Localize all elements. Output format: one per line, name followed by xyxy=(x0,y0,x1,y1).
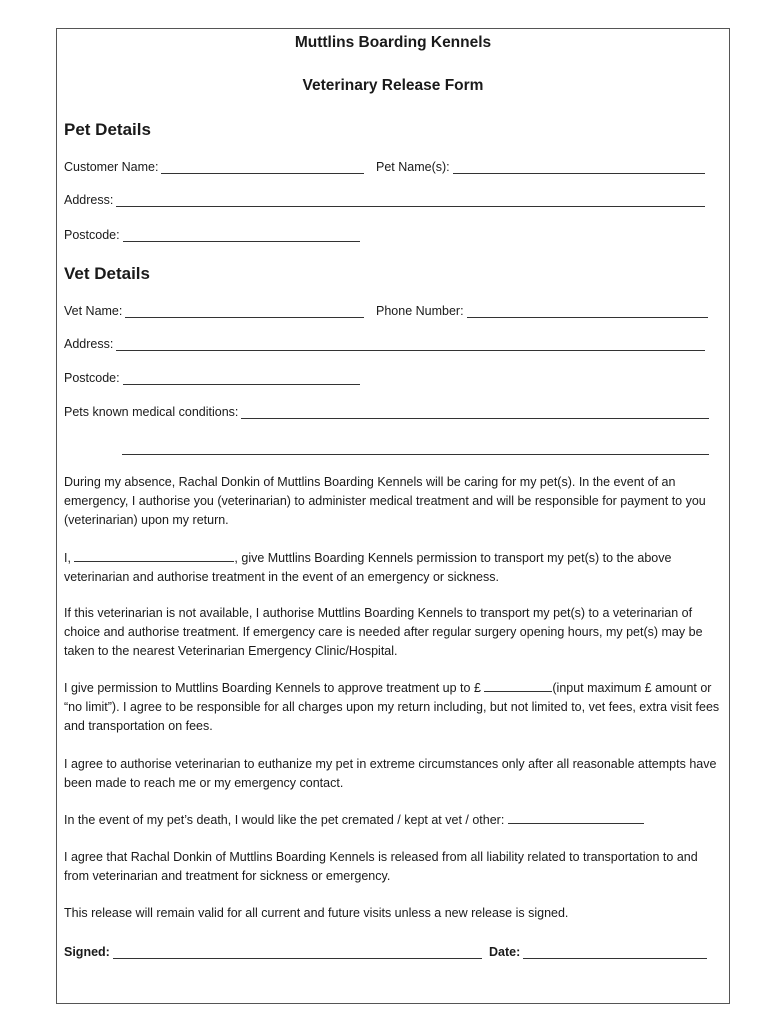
medical-conditions-field[interactable] xyxy=(64,405,709,419)
paragraph-liability: I agree that Rachal Donkin of Muttlins Boarding Kennels is released from all liability related to transportation to and from veterinarian and treatment for sickness or emergency. xyxy=(64,850,698,883)
vet-name-line[interactable] xyxy=(125,306,364,318)
pet-postcode-line[interactable] xyxy=(123,230,360,242)
pet-details-heading: Pet Details xyxy=(64,120,151,139)
customer-name-field[interactable] xyxy=(64,160,364,174)
signed-label: Signed: xyxy=(64,945,110,959)
pet-names-label: Pet Name(s): xyxy=(376,160,450,174)
vet-details-heading: Vet Details xyxy=(64,264,150,283)
medical-conditions-line-2[interactable] xyxy=(122,443,709,455)
form-page xyxy=(56,28,730,1004)
customer-name-label: Customer Name: xyxy=(64,160,159,174)
medical-conditions-label: Pets known medical conditions: xyxy=(64,405,239,419)
permission-suffix: , give Muttlins Boarding Kennels permission to transport my pet(s) to the above veterinarian and authorise treatment in the event of an emergency or sickness. xyxy=(64,551,672,584)
death-text: In the event of my pet’s death, I would like the pet cremated / kept at vet / other: xyxy=(64,813,508,827)
medical-conditions-line[interactable] xyxy=(241,407,709,419)
paragraph-euthanasia: I agree to authorise veterinarian to euthanize my pet in extreme circumstances only after all reasonable attempts have been made to reach me or my emergency contact. xyxy=(64,757,717,790)
pet-names-line[interactable] xyxy=(453,162,705,174)
date-line[interactable] xyxy=(523,947,707,959)
signed-line[interactable] xyxy=(113,947,482,959)
vet-postcode-field[interactable] xyxy=(64,371,360,385)
permission-prefix: I, xyxy=(64,551,75,565)
company-title: Muttlins Boarding Kennels xyxy=(294,34,492,51)
death-option-blank[interactable] xyxy=(508,812,644,824)
signed-field[interactable] xyxy=(64,945,482,959)
vet-postcode-line[interactable] xyxy=(123,373,360,385)
pet-postcode-label: Postcode: xyxy=(64,228,120,242)
pet-names-field[interactable] xyxy=(376,160,705,174)
vet-address-field[interactable] xyxy=(64,337,705,351)
treatment-amount-blank[interactable] xyxy=(484,680,552,692)
phone-number-field[interactable] xyxy=(376,304,708,318)
phone-number-label: Phone Number: xyxy=(376,304,464,318)
pet-postcode-field[interactable] xyxy=(64,228,360,242)
treatment-suffix: (input maximum £ amount or “no limit”). I agree to be responsible for all charges upon my return including, but not limited to, vet fees, extra visit fees and transportation on fees. xyxy=(64,681,720,733)
paragraph-absence: During my absence, Rachal Donkin of Muttlins Boarding Kennels will be caring for my pet(s). In the event of an emergency, I authorise you (veterinarian) to administer medical treatment and will be responsible for payment to you (veterinarian) upon my return. xyxy=(64,475,706,527)
paragraph-death xyxy=(64,811,726,830)
vet-address-line[interactable] xyxy=(116,339,705,351)
pet-address-field[interactable] xyxy=(64,193,705,207)
date-field[interactable] xyxy=(489,945,707,959)
pet-address-label: Address: xyxy=(64,193,114,207)
treatment-prefix: I give permission to Muttlins Boarding Kennels to approve treatment up to £ xyxy=(64,681,485,695)
paragraph-treatment-limit xyxy=(64,679,726,736)
paragraph-alternate-vet: If this veterinarian is not available, I authorise Muttlins Boarding Kennels to transport my pet(s) to a veterinarian of choice and authorise treatment. If emergency care is needed after regular surgery opening hours, my pet(s) may be taken to the nearest Veterinarian Emergency Clinic/Hospital. xyxy=(64,606,703,658)
vet-address-label: Address: xyxy=(64,337,114,351)
paragraph-validity: This release will remain valid for all current and future visits unless a new release is signed. xyxy=(64,906,569,920)
paragraph-permission xyxy=(64,549,726,587)
vet-name-label: Vet Name: xyxy=(64,304,123,318)
pet-address-line[interactable] xyxy=(116,195,705,207)
vet-postcode-label: Postcode: xyxy=(64,371,120,385)
customer-name-line[interactable] xyxy=(161,162,364,174)
phone-number-line[interactable] xyxy=(467,306,708,318)
vet-name-field[interactable] xyxy=(64,304,364,318)
date-label: Date: xyxy=(489,945,521,959)
customer-name-blank[interactable] xyxy=(74,550,234,562)
form-title: Veterinary Release Form xyxy=(302,77,484,94)
